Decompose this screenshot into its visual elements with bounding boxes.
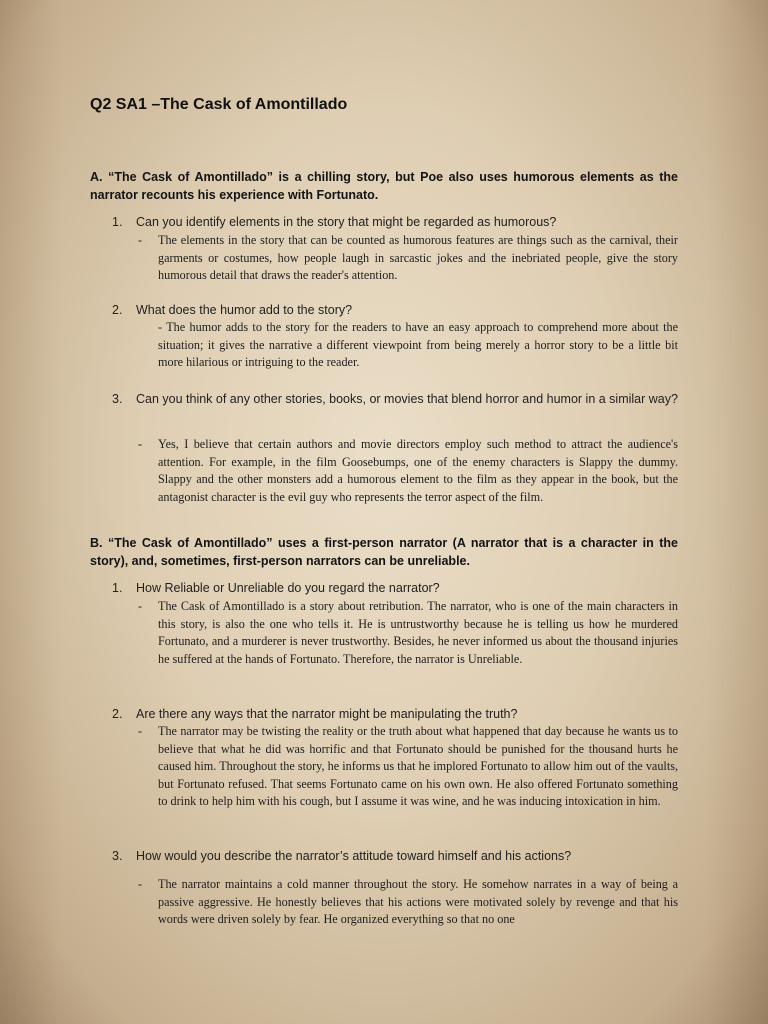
question-text: What does the humor add to the story?: [136, 303, 353, 317]
question-a2: [112, 301, 680, 319]
answer-a3: [138, 436, 678, 506]
answer-text: Yes, I believe that certain authors and movie directors employ such method to attract the audience's attention. For example, in the film Goosebumps, one of the enemy characters is Slappy the dummy. Slappy and the other monsters add a humorous element to the film as they appear in the book, but the antagonist character is the evil guy who represents the terror aspect of the film.: [158, 437, 678, 504]
answer-text: The humor adds to the story for the readers to have an easy approach to comprehend more about the situation; it gives the narrative a different viewpoint from being merely a horror story to be a little bit more hilarious or intriguing to the reader.: [158, 320, 678, 370]
answer-dash: -: [138, 599, 143, 613]
question-b2: [112, 705, 680, 723]
answer-dash: -: [138, 724, 143, 738]
question-b3: [112, 847, 680, 865]
question-text: How would you describe the narrator’s attitude toward himself and his actions?: [136, 849, 572, 863]
answer-a2: [158, 319, 678, 372]
question-number: 3.: [112, 392, 123, 406]
question-a3: [112, 390, 680, 408]
answer-dash: -: [138, 233, 143, 247]
answer-text: The elements in the story that can be counted as humorous features are things such as the carnival, their garments or costumes, how people laugh in sarcastic jokes and the inebriated people, give the story humorous detail that draws the reader's attention.: [158, 233, 678, 283]
answer-text: The narrator maintains a cold manner throughout the story. He somehow narrates in a way of being a passive aggressive. He honestly believes that his actions were motivated solely by revenge and that his words were driven solely by fear. He organized everything so that no one: [158, 877, 678, 927]
answer-b3: [138, 876, 678, 929]
answer-dash: -: [138, 877, 143, 891]
question-text: Can you identify elements in the story that might be regarded as humorous?: [136, 215, 557, 229]
answer-a1: [138, 232, 678, 285]
question-number: 1.: [112, 581, 123, 595]
question-number: 3.: [112, 849, 123, 863]
question-text: Can you think of any other stories, books, or movies that blend horror and humor in a similar way?: [136, 392, 678, 406]
answer-dash: -: [138, 437, 143, 451]
question-a1: [112, 213, 680, 231]
answer-b1: [138, 598, 678, 668]
question-text: Are there any ways that the narrator might be manipulating the truth?: [136, 707, 518, 721]
answer-b2: [138, 723, 678, 811]
question-number: 2.: [112, 707, 123, 721]
section-a-heading: A. “The Cask of Amontillado” is a chilling story, but Poe also uses humorous elements as the narrator recounts his experience with Fortunato.: [90, 170, 678, 202]
section-b-heading: B. “The Cask of Amontillado” uses a first-person narrator (A narrator that is a character in the story), and, sometimes, first-person narrators can be unreliable.: [90, 536, 678, 568]
question-text: How Reliable or Unreliable do you regard the narrator?: [136, 581, 440, 595]
question-number: 1.: [112, 215, 123, 229]
answer-text: The Cask of Amontillado is a story about retribution. The narrator, who is one of the main characters in this story, is also the one who tells it. He is untrustworthy because he is telling us how he murdered Fortunato, and a murderer is never trustworthy. Besides, he never informed us about the thousand injuries he suffered at the hands of Fortunato. Therefore, the narrator is Unreliable.: [158, 599, 678, 666]
document-title: Q2 SA1 –The Cask of Amontillado: [90, 96, 348, 113]
answer-text: The narrator may be twisting the reality or the truth about what happened that day because he wants us to believe that what he did was horrific and that Fortunato should be punished for the thousand hurts he caused him. Throughout the story, he informs us that he implored Fortunato to allow him out of the vaults, but Fortunato refused. That seems Fortunato came on his own own. He also offered Fortunato something to drink to help him with his cough, but I assume it was wine, and he was inducing intoxication in him.: [158, 724, 678, 809]
question-number: 2.: [112, 303, 123, 317]
answer-dash: -: [158, 320, 163, 334]
question-b1: [112, 579, 680, 597]
